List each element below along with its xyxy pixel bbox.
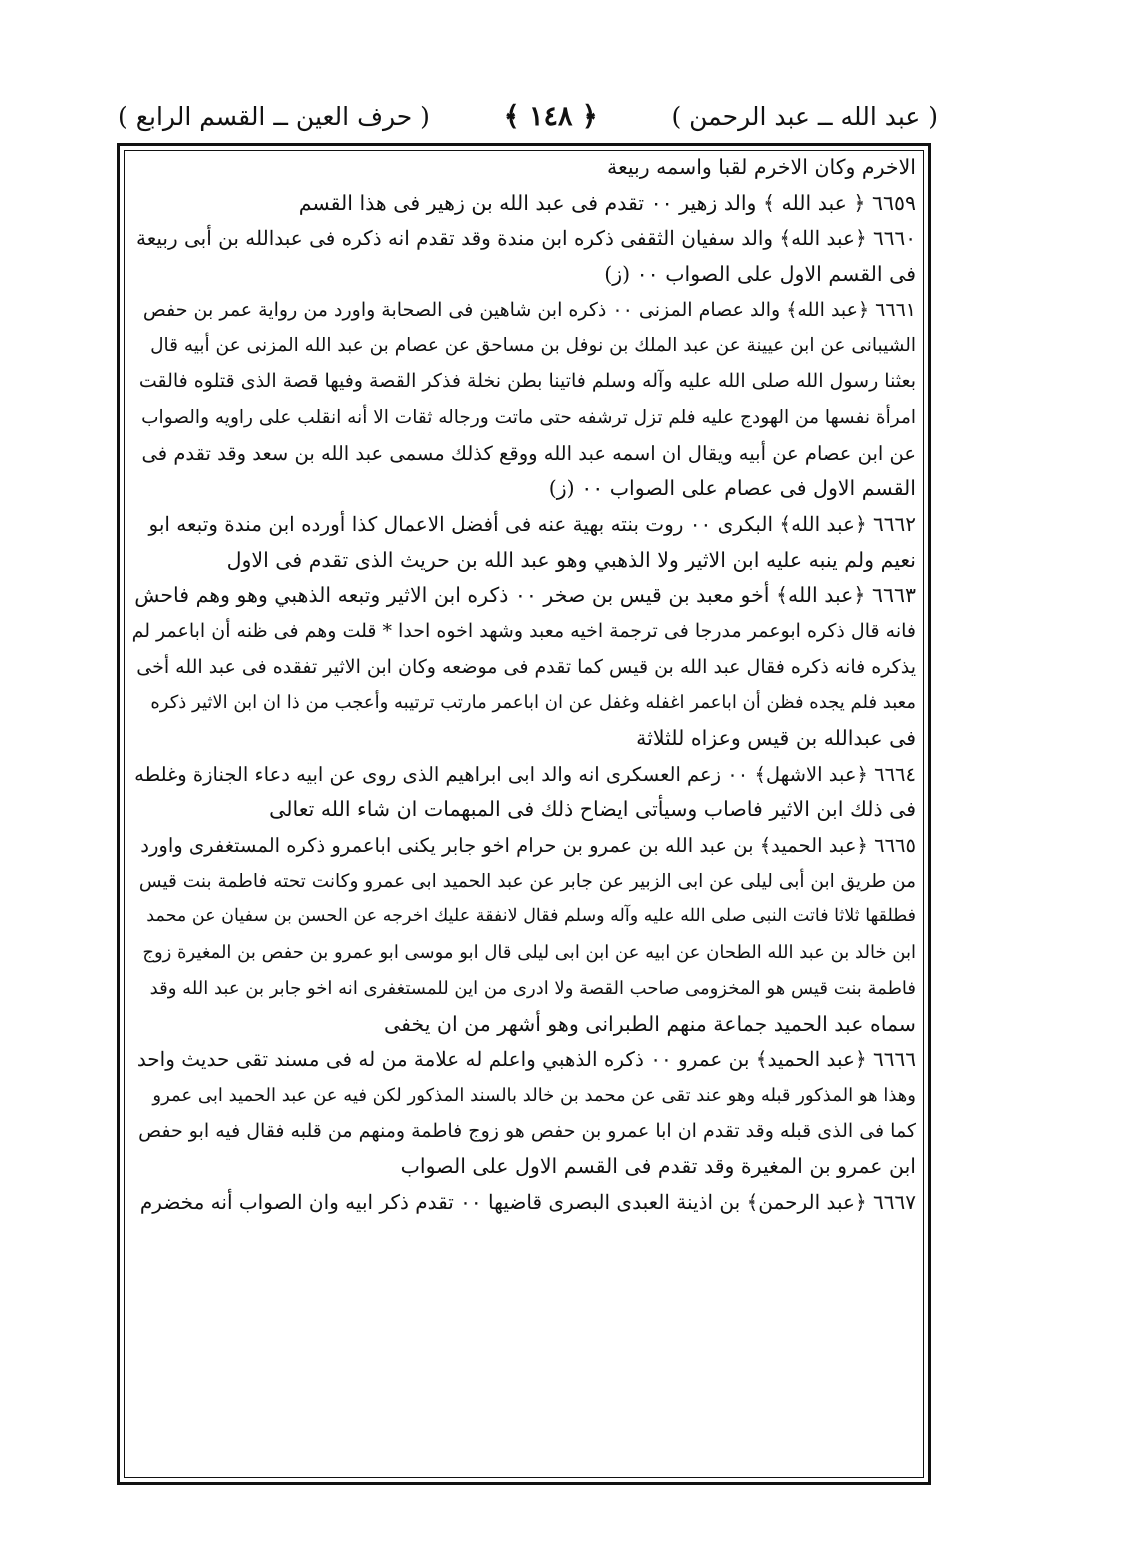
text-line: بعثنا رسول الله صلى الله عليه وآله وسلم فاتينا بطن نخلة فذكر القصة وفيها قصة الذى قتلوه فالقت [138,370,916,393]
entry-6662: ٦٦٦٢ ﴿عبد الله﴾ البكرى ٠٠ روت بنته بهية عنه فى أفضل الاعمال كذا أورده ابن مندة وتبعه ابو [148,511,916,536]
entry-6660: ٦٦٦٠ ﴿عبد الله﴾ والد سفيان الثقفى ذكره ابن مندة وقد تقدم انه ذكره فى عبدالله بن أبى ربيعة [135,226,916,251]
body-text [132,150,916,1221]
entry-6659: ٦٦٥٩ ﴿ عبد الله ﴾ والد زهير ٠٠ تقدم فى عبد الله بن زهير فى هذا القسم [298,190,916,215]
entry-6664: ٦٦٦٤ ﴿عبد الاشهل﴾ ٠٠ زعم العسكرى انه والد ابى ابراهيم الذى روى عن ابيه دعاء الجنازة وغلطه [134,762,916,786]
running-header [118,92,938,140]
text-line: فى القسم الاول على الصواب ٠٠ (ز) [604,262,916,287]
text-line: معبد فلم يجده فظن أن اباعمر اغفله وغفل عن ان اباعمر مارتب ترتيبه وأعجب من ذا ان ابن الاثير ذكره [150,692,916,714]
page-number: ﴿ ١٤٨ ﴾ [503,100,598,132]
text-line: الشيبانى عن ابن عيينة عن عبد الملك بن نوفل بن مساحق عن عصام بن عبد الله المزنى عن أبيه قال [150,335,916,357]
entry-6663: ٦٦٦٣ ﴿عبد الله﴾ أخو معبد بن قيس بن صخر ٠٠ ذكره ابن الاثير وتبعه الذهبي وهو وهم فاحش [134,583,916,608]
text-line: نعيم ولم ينبه عليه ابن الاثير ولا الذهبي وهو عبد الله بن حريث الذى تقدم فى الاول [226,547,916,572]
entry-6665: ٦٦٦٥ ﴿عبد الحميد﴾ بن عبد الله بن عمرو بن حرام اخو جابر يكنى اباعمرو ذكره المستغفرى واورد [140,834,916,858]
text-line: القسم الاول فى عصام على الصواب ٠٠ (ز) [548,476,916,501]
header-right-title: ( حرف العين ــ القسم الرابع ) [118,101,430,131]
text-line: سماه عبد الحميد جماعة منهم الطبرانى وهو أشهر من ان يخفى [384,1011,916,1036]
text-line: فطلقها ثلاثا فاتت النبى صلى الله عليه وآله وسلم فقال لانفقة عليك اخرجه عن الحسن بن سفيان عن محمد [146,906,916,927]
text-line: وهذا هو المذكور قبله وهو عند تقى عن محمد بن خالد بالسند المذكور لكن فيه عن عبد الحميد ابى عمرو [152,1084,916,1106]
text-line: امرأة نفسها من الهودج عليه فلم تزل ترشفه حتى ماتت ورجاله ثقات الا أنه انقلب على راويه والصواب [141,406,916,428]
text-line: عن ابن عصام عن أبيه ويقال ان اسمه عبد الله ووقع كذلك مسمى عبد الله بن سعد وقد تقدم فى [141,441,916,465]
text-line: فانه قال ذكره ابوعمر مدرجا فى ترجمة اخيه معبد وشهد اخوه احدا * قلت وهم فى ظنه أن اباعمر لم [132,619,916,642]
text-line: الاخرم وكان الاخرم لقبا واسمه ربيعة [606,155,916,179]
text-line: كما فى الذى قبله وقد تقدم ان ابا عمرو بن حفص هو زوج فاطمة ومنهم من قلبه فقال فيه ابو حفص [138,1119,916,1142]
text-line: ابن عمرو بن المغيرة وقد تقدم فى القسم الاول على الصواب [400,1154,916,1179]
entry-6667: ٦٦٦٧ ﴿عبد الرحمن﴾ بن اذينة العبدى البصرى قاضيها ٠٠ تقدم ذكر ابيه وان الصواب أنه مخضرم [139,1189,916,1214]
text-line: فى عبدالله بن قيس وعزاه للثلاثة [636,726,916,750]
text-line: فى ذلك ابن الاثير فاصاب وسيأتى ايضاح ذلك فى المبهمات ان شاء الله تعالى [269,797,916,822]
text-line: ابن خالد بن عبد الله الطحان عن ابيه عن ابن ابى ليلى قال ابو موسى ابو عمرو بن حفص بن المغيرة زوج [142,942,916,964]
entry-6666: ٦٦٦٦ ﴿عبد الحميد﴾ بن عمرو ٠٠ ذكره الذهبي واعلم له علامة من له فى مسند تقى حديث واحد [136,1047,916,1072]
header-left-title: ( عبد الله ــ عبد الرحمن ) [671,101,938,131]
text-line: من طريق ابن أبى ليلى عن ابى الزبير عن جابر عن عبد الحميد ابى عمرو وكانت تحته فاطمة بنت قيس [138,870,916,892]
entry-6661: ٦٦٦١ ﴿عبد الله﴾ والد عصام المزنى ٠٠ ذكره ابن شاهين فى الصحابة واورد من رواية عمر بن حفص [142,298,916,321]
text-line: فاطمة بنت قيس هو المخزومى صاحب القصة ولا ادرى من اين للمستغفرى انه اخو جابر بن عبد الله وقد [149,977,916,999]
text-line: يذكره فانه ذكره فقال عبد الله بن قيس كما تقدم فى موضعه وكان ابن الاثير تفقده فى عبد الله أخى [136,655,916,678]
